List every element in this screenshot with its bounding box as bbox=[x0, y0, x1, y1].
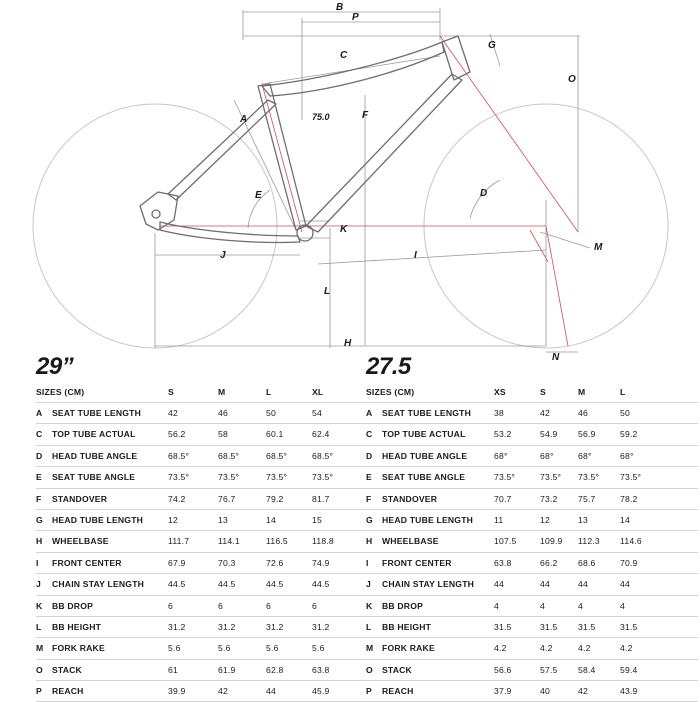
dimension-value: 68° bbox=[540, 450, 554, 461]
top-tube bbox=[262, 42, 444, 96]
dimension-value: 68° bbox=[494, 450, 508, 461]
dimension-value: 68.5° bbox=[312, 450, 334, 461]
dimension-value: 42 bbox=[578, 686, 588, 697]
dimension-value: 68.5° bbox=[168, 450, 190, 461]
dimension-value: 68.5° bbox=[266, 450, 288, 461]
dimension-name: HEAD TUBE LENGTH bbox=[382, 514, 474, 525]
dimension-value: 111.7 bbox=[168, 536, 190, 547]
bottom-bracket bbox=[297, 225, 313, 241]
dimension-value: 72.6 bbox=[266, 557, 284, 568]
dimension-value: 56.2 bbox=[168, 429, 186, 440]
dimension-value: 61 bbox=[168, 664, 178, 675]
label-h: H bbox=[344, 338, 352, 349]
dimension-value: 58 bbox=[218, 429, 228, 440]
dimension-value: 44 bbox=[266, 686, 276, 697]
label-c: C bbox=[340, 50, 348, 61]
dimension-value: 118.8 bbox=[312, 536, 334, 547]
table-row bbox=[36, 424, 368, 445]
dimension-value: 31.5 bbox=[620, 621, 638, 632]
down-tube bbox=[306, 74, 462, 232]
label-p: P bbox=[352, 12, 359, 23]
dimension-name: HEAD TUBE LENGTH bbox=[52, 514, 144, 525]
dimension-value: 79.2 bbox=[266, 493, 284, 504]
dimension-letter: D bbox=[366, 450, 373, 461]
dimension-value: 13 bbox=[218, 514, 228, 525]
dimension-value: 63.8 bbox=[494, 557, 512, 568]
dimension-value: 14 bbox=[266, 514, 276, 525]
dimension-value: 73.5° bbox=[218, 472, 240, 483]
dimension-value: 44.5 bbox=[266, 579, 284, 590]
dimension-value: 74.2 bbox=[168, 493, 186, 504]
table-row bbox=[36, 681, 368, 702]
dimension-letter: H bbox=[36, 536, 43, 547]
label-i: I bbox=[414, 250, 417, 261]
dimension-name: REACH bbox=[382, 686, 414, 697]
dimension-value: 4 bbox=[494, 600, 499, 611]
table-title: 29” bbox=[36, 353, 74, 380]
head-tube bbox=[442, 36, 470, 80]
dimension-value: 5.6 bbox=[266, 643, 279, 654]
table-row bbox=[366, 596, 698, 617]
dimension-value: 42 bbox=[540, 408, 550, 418]
dimension-letter: G bbox=[36, 514, 43, 525]
size-header: L bbox=[266, 387, 272, 397]
dimension-value: 114.1 bbox=[218, 536, 240, 547]
dimension-value: 58.4 bbox=[578, 664, 596, 675]
table-row bbox=[366, 617, 698, 638]
dimension-value: 54.9 bbox=[540, 429, 558, 440]
dimension-value: 46 bbox=[218, 408, 228, 418]
dimension-value: 31.5 bbox=[494, 621, 512, 632]
dimension-value: 15 bbox=[312, 514, 322, 525]
size-header: L bbox=[620, 387, 626, 397]
dimension-name: TOP TUBE ACTUAL bbox=[382, 429, 466, 440]
table-row bbox=[366, 574, 698, 595]
dimension-value: 73.5° bbox=[578, 472, 600, 483]
dimension-value: 39.9 bbox=[168, 686, 186, 697]
table-row bbox=[366, 403, 698, 424]
dimension-value: 4.2 bbox=[578, 643, 591, 654]
dimension-letter: I bbox=[36, 557, 39, 568]
reference-lines bbox=[160, 36, 578, 346]
dimension-value: 6 bbox=[218, 600, 223, 611]
dimension-letter: K bbox=[366, 600, 373, 611]
dimension-value: 31.5 bbox=[540, 621, 558, 632]
dimension-letter: M bbox=[366, 643, 374, 654]
dimension-value: 109.9 bbox=[540, 536, 563, 547]
table-row bbox=[36, 638, 368, 659]
size-header: M bbox=[578, 387, 586, 397]
header-label: SIZES (CM) bbox=[36, 387, 85, 397]
dimension-value: 74.9 bbox=[312, 557, 330, 568]
dimension-value: 14 bbox=[620, 514, 630, 525]
table-row bbox=[36, 660, 368, 681]
dimension-value: 76.7 bbox=[218, 493, 236, 504]
label-b: B bbox=[336, 2, 344, 13]
dimension-letter: P bbox=[366, 686, 372, 697]
dimension-value: 4.2 bbox=[494, 643, 507, 654]
dimension-letter: L bbox=[366, 621, 372, 632]
dimension-value: 56.9 bbox=[578, 429, 596, 440]
dimension-letter: F bbox=[36, 493, 42, 504]
dimension-value: 62.4 bbox=[312, 429, 330, 440]
dimension-value: 57.5 bbox=[540, 664, 558, 675]
label-m: M bbox=[594, 242, 603, 253]
angle-label: 75.0 bbox=[312, 112, 330, 122]
table-row bbox=[36, 403, 368, 424]
dimension-value: 112.3 bbox=[578, 536, 600, 547]
dimension-value: 44.5 bbox=[312, 579, 330, 590]
label-e: E bbox=[255, 190, 262, 201]
dimension-value: 67.9 bbox=[168, 557, 186, 568]
dimension-value: 44 bbox=[494, 579, 504, 590]
dimension-value: 46 bbox=[578, 408, 588, 418]
table-header bbox=[36, 382, 368, 403]
dimension-value: 40 bbox=[540, 686, 550, 697]
table-row bbox=[366, 446, 698, 467]
dimension-value: 70.3 bbox=[218, 557, 236, 568]
dimension-name: FORK RAKE bbox=[52, 643, 105, 654]
table-row bbox=[36, 617, 368, 638]
table-row bbox=[366, 638, 698, 659]
dimension-value: 31.2 bbox=[218, 621, 236, 632]
dimension-value: 73.2 bbox=[540, 493, 558, 504]
dimension-value: 68° bbox=[578, 450, 592, 461]
dimension-value: 5.6 bbox=[312, 643, 325, 654]
table-row bbox=[36, 510, 368, 531]
label-d: D bbox=[480, 188, 488, 199]
dimension-name: WHEELBASE bbox=[382, 536, 439, 547]
dimension-name: HEAD TUBE ANGLE bbox=[382, 450, 468, 461]
dimension-value: 31.2 bbox=[312, 621, 330, 632]
table-row bbox=[366, 660, 698, 681]
dimension-value: 11 bbox=[494, 514, 504, 525]
table-row bbox=[36, 531, 368, 552]
dimension-lines bbox=[155, 8, 590, 352]
bike-frame bbox=[140, 36, 470, 243]
dimension-letter: M bbox=[36, 643, 44, 654]
dimension-value: 42 bbox=[218, 686, 228, 697]
dimension-value: 12 bbox=[540, 514, 550, 525]
label-a: A bbox=[240, 114, 248, 125]
dimension-letter: A bbox=[36, 408, 43, 418]
dimension-value: 44.5 bbox=[218, 579, 236, 590]
dimension-value: 4 bbox=[540, 600, 545, 611]
dimension-value: 73.5° bbox=[540, 472, 562, 483]
dimension-name: CHAIN STAY LENGTH bbox=[52, 579, 145, 590]
dimension-name: REACH bbox=[52, 686, 84, 697]
label-k: K bbox=[340, 224, 348, 235]
table-row bbox=[366, 424, 698, 445]
dimension-letter: E bbox=[366, 472, 372, 483]
dimension-value: 73.5° bbox=[266, 472, 288, 483]
dimension-letter: E bbox=[36, 472, 42, 483]
dimension-letter: P bbox=[36, 686, 42, 697]
dimension-value: 107.5 bbox=[494, 536, 517, 547]
table-29 bbox=[36, 352, 368, 702]
dimension-value: 73.5° bbox=[312, 472, 334, 483]
table-title: 27.5 bbox=[366, 353, 411, 380]
size-header: XS bbox=[494, 387, 506, 397]
dimension-value: 66.2 bbox=[540, 557, 558, 568]
label-l: L bbox=[324, 286, 331, 297]
size-header: M bbox=[218, 387, 226, 397]
dimension-name: SEAT TUBE ANGLE bbox=[52, 472, 136, 483]
dimension-name: SEAT TUBE LENGTH bbox=[52, 408, 141, 418]
table-275 bbox=[366, 352, 698, 702]
seat-stay bbox=[168, 100, 276, 200]
table-row bbox=[366, 489, 698, 510]
table-row bbox=[366, 681, 698, 702]
dimension-value: 44 bbox=[578, 579, 588, 590]
dimension-value: 114.6 bbox=[620, 536, 642, 547]
dimension-value: 50 bbox=[620, 408, 630, 418]
table-row bbox=[366, 531, 698, 552]
dimension-name: SEAT TUBE ANGLE bbox=[382, 472, 466, 483]
dimension-letter: C bbox=[36, 429, 43, 440]
dimension-value: 73.5° bbox=[494, 472, 516, 483]
dimension-value: 12 bbox=[168, 514, 178, 525]
dimension-letter: K bbox=[36, 600, 43, 611]
table-row bbox=[36, 553, 368, 574]
dimension-value: 5.6 bbox=[218, 643, 231, 654]
dimension-name: HEAD TUBE ANGLE bbox=[52, 450, 138, 461]
table-row bbox=[36, 489, 368, 510]
dimension-value: 53.2 bbox=[494, 429, 512, 440]
dimension-value: 54 bbox=[312, 408, 322, 418]
dimension-value: 62.8 bbox=[266, 664, 284, 675]
dimension-name: BB DROP bbox=[52, 600, 94, 611]
dimension-name: STANDOVER bbox=[52, 493, 108, 504]
dimension-value: 31.5 bbox=[578, 621, 596, 632]
dimension-name: CHAIN STAY LENGTH bbox=[382, 579, 475, 590]
header-label: SIZES (CM) bbox=[366, 387, 415, 397]
table-row bbox=[366, 467, 698, 488]
dimension-value: 6 bbox=[312, 600, 317, 611]
dimension-letter: O bbox=[36, 664, 43, 675]
dimension-value: 68.6 bbox=[578, 557, 596, 568]
dimension-letter: F bbox=[366, 493, 372, 504]
dimension-value: 31.2 bbox=[168, 621, 186, 632]
dimension-name: BB HEIGHT bbox=[52, 621, 102, 632]
dimension-value: 44.5 bbox=[168, 579, 186, 590]
dimension-value: 50 bbox=[266, 408, 276, 418]
dimension-value: 13 bbox=[578, 514, 588, 525]
dimension-name: TOP TUBE ACTUAL bbox=[52, 429, 136, 440]
dimension-value: 37.9 bbox=[494, 686, 512, 697]
table-row bbox=[366, 510, 698, 531]
dimension-value: 68.5° bbox=[218, 450, 240, 461]
size-header: S bbox=[168, 387, 174, 397]
label-j: J bbox=[220, 250, 226, 261]
dimension-letter: D bbox=[36, 450, 43, 461]
size-header: S bbox=[540, 387, 546, 397]
dimension-value: 60.1 bbox=[266, 429, 284, 440]
table-row bbox=[36, 596, 368, 617]
dimension-letter: I bbox=[366, 557, 369, 568]
dimension-value: 116.5 bbox=[266, 536, 288, 547]
dimension-name: SEAT TUBE LENGTH bbox=[382, 408, 471, 418]
label-n: N bbox=[552, 352, 560, 363]
dimension-value: 59.4 bbox=[620, 664, 638, 675]
label-o: O bbox=[568, 74, 576, 85]
table-header bbox=[366, 382, 698, 403]
dimension-value: 56.6 bbox=[494, 664, 512, 675]
dimension-name: WHEELBASE bbox=[52, 536, 109, 547]
dimension-value: 4.2 bbox=[620, 643, 633, 654]
dimension-letter: H bbox=[366, 536, 373, 547]
dimension-value: 43.9 bbox=[620, 686, 638, 697]
dimension-name: STACK bbox=[382, 664, 412, 675]
rear-axle bbox=[152, 210, 160, 218]
dimension-letter: G bbox=[366, 514, 373, 525]
dimension-name: BB HEIGHT bbox=[382, 621, 432, 632]
dimension-value: 61.9 bbox=[218, 664, 236, 675]
dimension-value: 73.5° bbox=[168, 472, 190, 483]
dimension-value: 44 bbox=[540, 579, 550, 590]
dimension-value: 63.8 bbox=[312, 664, 330, 675]
dimension-value: 5.6 bbox=[168, 643, 181, 654]
dimension-value: 42 bbox=[168, 408, 178, 418]
dimension-value: 81.7 bbox=[312, 493, 330, 504]
label-g: G bbox=[488, 40, 496, 51]
dimension-value: 6 bbox=[168, 600, 173, 611]
dimension-name: BB DROP bbox=[382, 600, 424, 611]
dimension-letter: C bbox=[366, 429, 373, 440]
dimension-value: 4 bbox=[578, 600, 583, 611]
dimension-letter: J bbox=[366, 579, 371, 590]
table-row bbox=[36, 467, 368, 488]
dimension-value: 70.9 bbox=[620, 557, 638, 568]
label-f: F bbox=[362, 110, 369, 121]
dimension-value: 38 bbox=[494, 408, 504, 418]
dimension-name: FRONT CENTER bbox=[382, 557, 452, 568]
dimension-name: FRONT CENTER bbox=[52, 557, 122, 568]
dimension-value: 4 bbox=[620, 600, 625, 611]
dimension-letter: O bbox=[366, 664, 373, 675]
size-header: XL bbox=[312, 387, 324, 397]
dimension-value: 59.2 bbox=[620, 429, 638, 440]
dimension-value: 4.2 bbox=[540, 643, 553, 654]
table-row bbox=[36, 574, 368, 595]
dimension-name: STACK bbox=[52, 664, 82, 675]
table-row bbox=[36, 446, 368, 467]
dimension-letter: J bbox=[36, 579, 41, 590]
table-row bbox=[366, 553, 698, 574]
dimension-value: 68° bbox=[620, 450, 634, 461]
dimension-name: FORK RAKE bbox=[382, 643, 435, 654]
dimension-value: 73.5° bbox=[620, 472, 642, 483]
dimension-value: 31.2 bbox=[266, 621, 284, 632]
dimension-value: 6 bbox=[266, 600, 271, 611]
dimension-name: STANDOVER bbox=[382, 493, 438, 504]
dimension-letter: L bbox=[36, 621, 42, 632]
dimension-letter: A bbox=[366, 408, 373, 418]
dimension-value: 70.7 bbox=[494, 493, 512, 504]
chain-stay bbox=[160, 222, 300, 243]
dimension-value: 75.7 bbox=[578, 493, 596, 504]
dimension-value: 78.2 bbox=[620, 493, 638, 504]
dimension-value: 45.9 bbox=[312, 686, 330, 697]
dimension-value: 44 bbox=[620, 579, 630, 590]
